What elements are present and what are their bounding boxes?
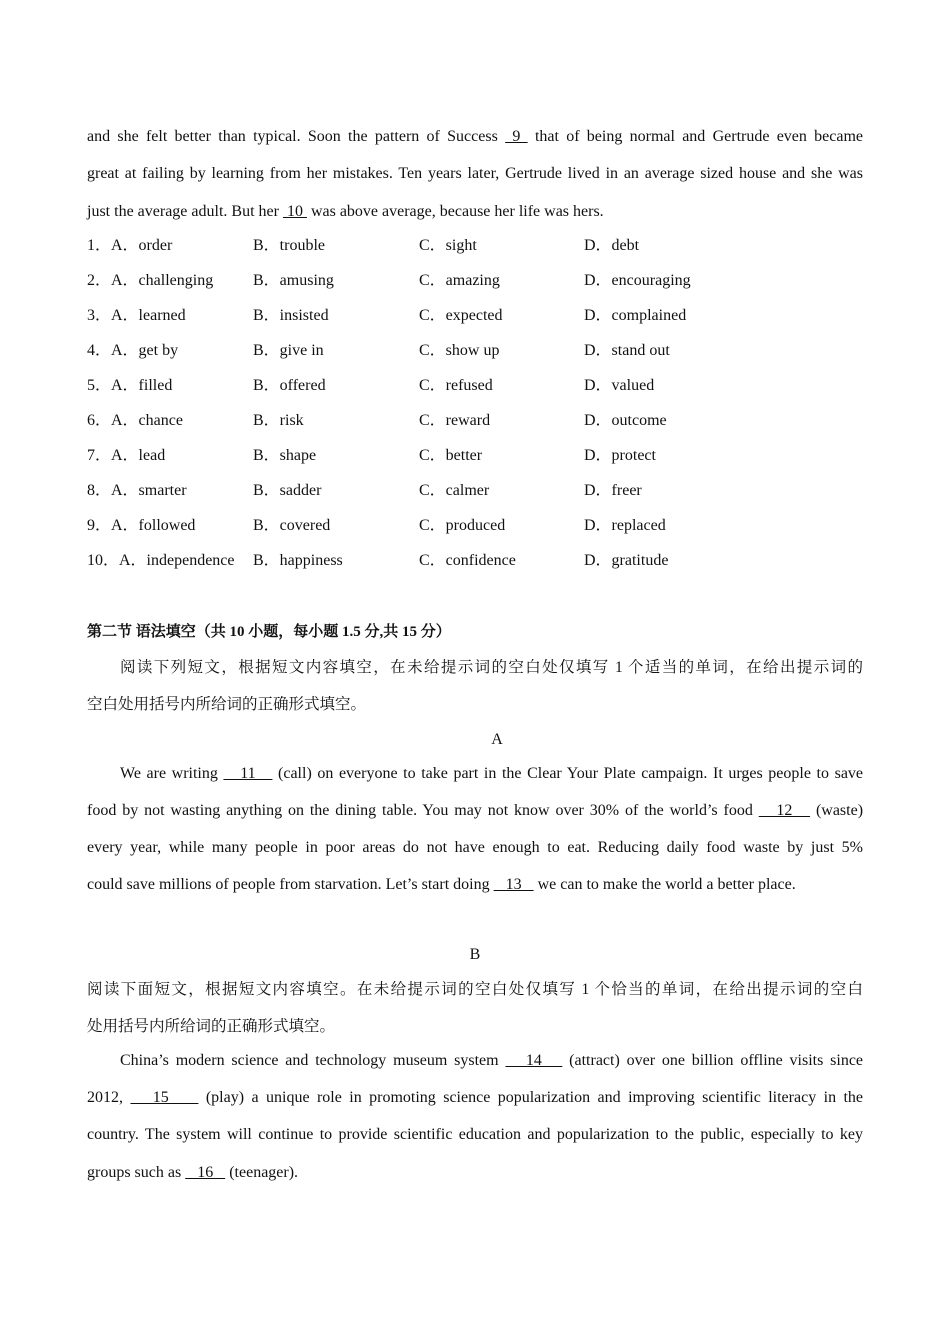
option-a: 2．A．challenging — [87, 272, 214, 289]
option-a: 7．A．lead — [87, 447, 166, 464]
option-c: C．calmer — [419, 482, 490, 499]
option-row — [87, 341, 863, 361]
option-a: 8．A．smarter — [87, 482, 187, 499]
passage-line: food by not wasting anything on the dining table. You may not know over 30% of the world’s food 12 (waste) — [87, 802, 864, 819]
option-d: D．gratitude — [584, 552, 669, 569]
option-a: 10．A．independence — [87, 552, 235, 569]
blank-11: 11 — [223, 765, 273, 782]
option-d: D．replaced — [584, 517, 666, 534]
option-c: C．expected — [419, 307, 503, 324]
instructions: 阅读下面短文，根据短文内容填空。在未给提示词的空白处仅填写 1 个恰当的单词，在给出提示词的空白 — [87, 981, 863, 998]
option-b: B．amusing — [253, 272, 334, 289]
instructions: 处用括号内所给词的正确形式填空。 — [87, 1018, 336, 1035]
option-b: B．shape — [253, 447, 317, 464]
blank-14: 14 — [505, 1052, 563, 1069]
option-d: D．freer — [584, 482, 642, 499]
option-c: C．sight — [419, 237, 477, 254]
option-b: B．covered — [253, 517, 331, 534]
passage-line: 2012, 15 (play) a unique role in promoting science popularization and improving scientific literacy in the — [87, 1089, 864, 1106]
option-b: B．give in — [253, 342, 324, 359]
option-row — [87, 236, 863, 256]
option-row — [87, 516, 863, 536]
option-c: C．show up — [419, 342, 500, 359]
option-row — [87, 481, 863, 501]
passage-line: just the average adult. But her 10 was above average, because her life was hers. — [87, 203, 604, 220]
passage-label-b: B — [469, 946, 481, 963]
instructions: 空白处用括号内所给词的正确形式填空。 — [87, 696, 367, 713]
passage-line: China’s modern science and technology museum system 14 (attract) over one billion offline visits since — [120, 1052, 864, 1069]
blank-16: 16 — [185, 1164, 226, 1181]
option-d: D．valued — [584, 377, 655, 394]
option-d: D．debt — [584, 237, 640, 254]
option-a: 1．A．order — [87, 237, 173, 254]
section-heading: 第二节 语法填空（共 10 小题，每小题 1.5 分,共 15 分） — [87, 624, 451, 640]
option-row — [87, 376, 863, 396]
passage-line: every year, while many people in poor areas do not have enough to eat. Reducing daily food waste by just 5% — [87, 839, 863, 856]
option-d: D．outcome — [584, 412, 667, 429]
option-b: B．risk — [253, 412, 304, 429]
passage-line: and she felt better than typical. Soon the pattern of Success 9 that of being normal and Gertrude even became — [87, 128, 864, 145]
option-a: 5．A．filled — [87, 377, 173, 394]
option-d: D．encouraging — [584, 272, 691, 289]
option-c: C．produced — [419, 517, 506, 534]
option-c: C．amazing — [419, 272, 500, 289]
blank-12: 12 — [758, 802, 811, 819]
option-b: B．trouble — [253, 237, 325, 254]
option-c: C．refused — [419, 377, 493, 394]
option-d: D．protect — [584, 447, 656, 464]
passage-label-a: A — [491, 731, 503, 748]
option-c: C．better — [419, 447, 483, 464]
option-row — [87, 446, 863, 466]
option-a: 9．A．followed — [87, 517, 196, 534]
option-b: B．sadder — [253, 482, 322, 499]
option-d: D．complained — [584, 307, 687, 324]
option-row — [87, 411, 863, 431]
option-a: 4．A．get by — [87, 342, 179, 359]
blank-9: 9 — [505, 128, 528, 145]
option-d: D．stand out — [584, 342, 670, 359]
passage-line: great at failing by learning from her mistakes. Ten years later, Gertrude lived in an average sized house and she was — [87, 165, 863, 182]
option-b: B．offered — [253, 377, 326, 394]
passage-line: groups such as 16 (teenager). — [87, 1164, 299, 1181]
instructions: 阅读下列短文，根据短文内容填空，在未给提示词的空白处仅填写 1 个适当的单词，在给出提示词的 — [120, 659, 863, 676]
option-row — [87, 306, 863, 326]
option-b: B．happiness — [253, 552, 343, 569]
blank-15: 15 — [130, 1089, 199, 1106]
passage-line: We are writing 11 (call) on everyone to take part in the Clear Your Plate campaign. It urges people to save — [120, 765, 864, 782]
blank-10: 10 — [282, 203, 307, 220]
option-a: 6．A．chance — [87, 412, 183, 429]
option-b: B．insisted — [253, 307, 329, 324]
passage-line: could save millions of people from starvation. Let’s start doing 13 we can to make the world a better place. — [87, 876, 796, 893]
option-row — [87, 551, 863, 571]
option-a: 3．A．learned — [87, 307, 186, 324]
option-row — [87, 271, 863, 291]
passage-line: country. The system will continue to provide scientific education and popularization to the public, especially to key — [87, 1126, 863, 1143]
blank-13: 13 — [493, 876, 534, 893]
option-c: C．confidence — [419, 552, 516, 569]
option-c: C．reward — [419, 412, 491, 429]
